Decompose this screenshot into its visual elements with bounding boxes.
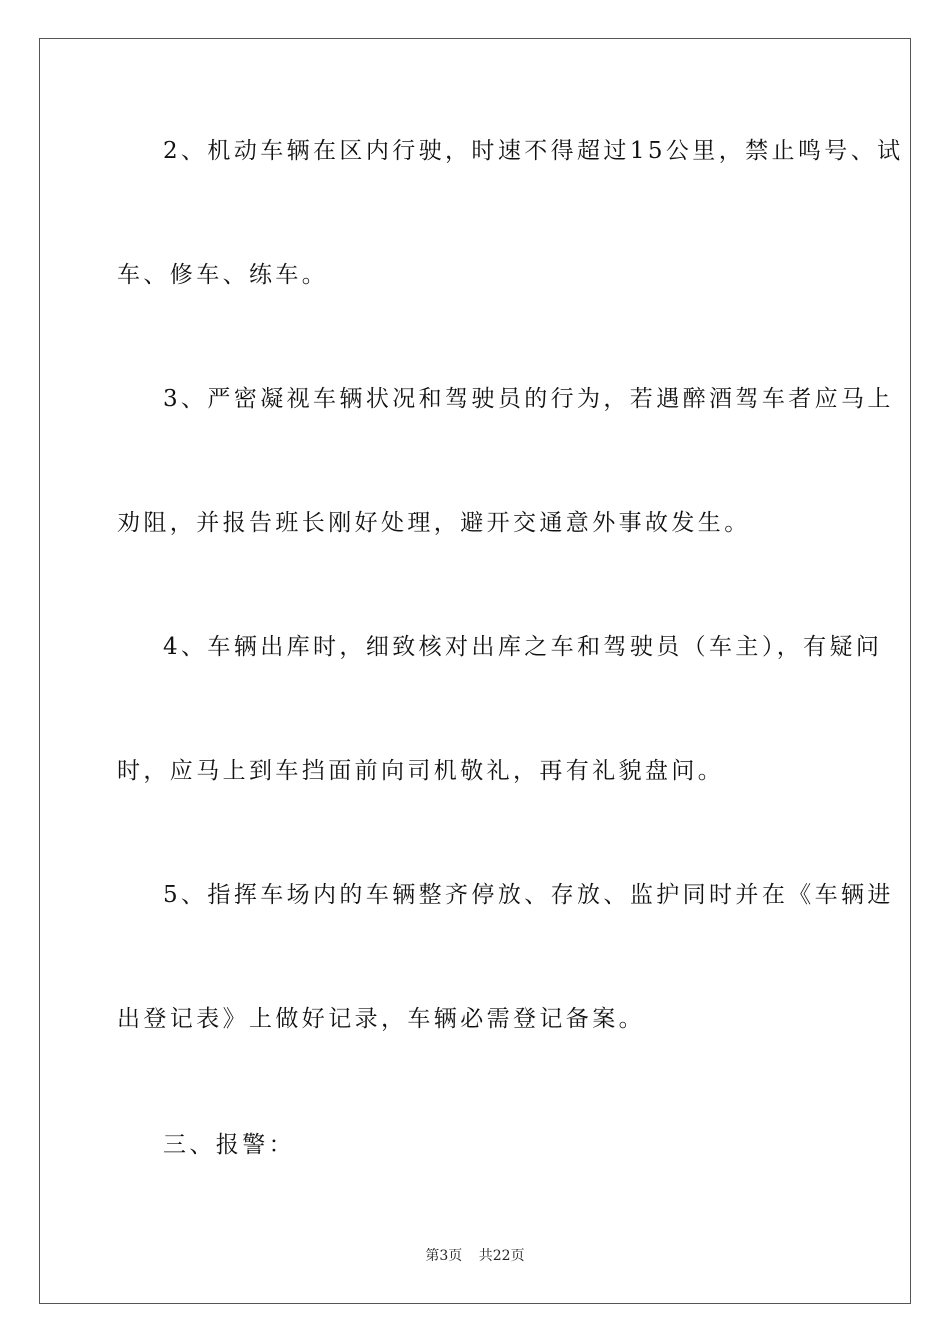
paragraph-3-line-2: 劝阻，并报告班长刚好处理，避开交通意外事故发生。 (117, 510, 751, 536)
total-pages: 共22页 (478, 1248, 525, 1264)
paragraph-2-line-2: 车、修车、练车。 (117, 262, 329, 288)
paragraph-4-line-2: 时，应马上到车挡面前向司机敬礼，再有礼貌盘问。 (117, 758, 725, 784)
section-heading-alarm: 三、报警： (163, 1132, 295, 1158)
paragraph-5-line-1: 5、指挥车场内的车辆整齐停放、存放、监护同时并在《车辆进 (163, 882, 894, 908)
page-frame (39, 38, 911, 1304)
paragraph-2-line-1: 2、机动车辆在区内行驶，时速不得超过15公里，禁止鸣号、试 (163, 138, 904, 164)
current-page-number: 第3页 (425, 1248, 463, 1264)
paragraph-4-line-1: 4、车辆出库时，细致核对出库之车和驾驶员（车主），有疑问 (163, 634, 883, 660)
paragraph-3-line-1: 3、严密凝视车辆状况和驾驶员的行为，若遇醉酒驾车者应马上 (163, 386, 894, 412)
paragraph-5-line-2: 出登记表》上做好记录，车辆必需登记备案。 (117, 1006, 645, 1032)
page-footer (0, 1247, 950, 1265)
